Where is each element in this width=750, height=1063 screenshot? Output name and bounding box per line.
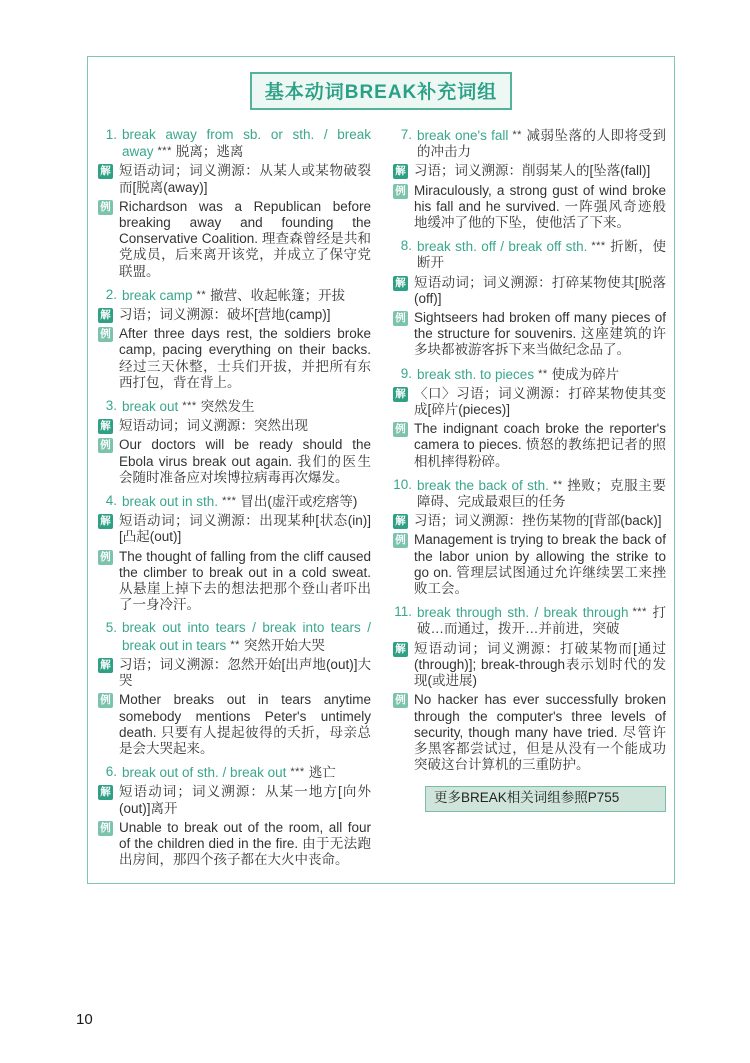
entry-3 [97,398,371,486]
entry-heading [392,238,666,271]
explain-row [97,163,371,195]
entry-definition: 逃亡 [308,765,336,781]
frequency-stars: *** [222,495,237,508]
example-row [97,199,371,280]
explain-tag-icon: 解 [98,658,113,673]
entry-definition: 突然开始大哭 [243,637,325,653]
explain-tag-icon: 解 [98,419,113,434]
explain-row [97,513,371,545]
explain-row [392,275,666,307]
explain-tag-icon: 解 [98,164,113,179]
entry-definition: 脱离；逃离 [175,144,244,160]
frequency-stars: *** [182,400,197,413]
frequency-stars: *** [591,240,606,253]
entry-phrase: break out into tears / break into tears / break out in tears [122,620,371,653]
entry-number: 8. [400,238,412,254]
example-text: Miraculously, a strong gust of wind broke his fall and he survived. 一阵强风奇迹般地缓冲了他的下坠，使他活了下来。 [414,182,666,231]
entry-phrase: break sth. off / break off sth. [417,239,588,255]
example-row [392,692,666,773]
entry-phrase: break out of sth. / break out [122,765,287,781]
explain-text: 短语动词；词义溯源：从某一地方[向外(out)]离开 [119,784,371,816]
example-tag-icon: 例 [393,422,408,437]
explain-row [97,418,371,434]
example-row [392,310,666,359]
explain-text: 习语；词义溯源：挫伤某物的[背部(back)] [414,513,662,529]
entry-heading-text [417,238,666,271]
entry-8 [392,238,666,358]
frequency-stars: *** [290,766,305,779]
page-title: 基本动词BREAK补充词组 [250,72,513,110]
entry-number: 3. [105,398,117,414]
entry-6 [97,764,371,868]
entry-5 [97,620,371,757]
example-row [392,532,666,597]
entry-heading [392,127,666,160]
frequency-stars: ** [230,638,240,651]
entry-heading-text [417,366,666,383]
entry-heading [97,398,371,415]
entry-phrase: break the back of sth. [417,477,549,493]
explain-row [392,386,666,418]
entry-phrase: break out in sth. [122,494,219,510]
entry-definition: 打破…而通过，拨开…并前进，突破 [417,605,666,637]
entry-9 [392,366,666,470]
explain-text: 习语；词义溯源：削弱某人的[坠落(fall)] [414,163,651,179]
entry-heading-text [122,493,371,510]
example-text: Mother breaks out in tears anytime somebody mentions Peter's untimely death. 只要有人提起彼得的夭折，母亲总是会大哭起来。 [119,692,371,756]
frequency-stars: ** [552,478,563,491]
explain-tag-icon: 解 [98,514,113,529]
explain-text: 短语动词；词义溯源：打破某物而[通过(through)]; break-through表示划时代的发现(或进展) [414,640,666,689]
left-column [97,127,371,875]
example-text: The thought of falling from the cliff caused the climber to break out in a cold sweat. 从悬崖上掉下去的想法把那个登山者吓出了一身冷汗。 [119,548,371,613]
entry-definition: 突然发生 [200,399,255,415]
entry-number: 9. [400,365,412,381]
example-row [392,183,666,232]
entry-heading-text [122,764,371,781]
explain-tag-icon: 解 [393,514,408,529]
entry-1 [97,127,371,280]
entry-phrase: break one's fall [417,128,509,143]
example-text: Sightseers had broken off many pieces of the structure for souvenirs. 这座建筑的许多块都被游客拆下来当做纪念品了。 [414,310,666,358]
page-number: 10 [76,1011,93,1028]
explain-text: 习语；词义溯源：忽然开始[出声地(out)]大哭 [119,656,371,689]
explain-tag-icon: 解 [393,164,408,179]
entry-7 [392,127,666,231]
explain-tag-icon: 解 [98,785,113,800]
explain-tag-icon: 解 [393,642,408,657]
entry-heading [392,604,666,637]
entry-number: 10. [393,476,412,492]
entry-heading [97,764,371,781]
explain-row [392,513,666,529]
explain-row [97,657,371,689]
example-text: Management is trying to break the back of the labor union by allowing the strike to go on. 管理层试图通过允许继续罢工来挫败工会。 [414,532,666,597]
example-text: No hacker has ever successfully broken through the computer's three levels of security, though many have tried. 尽管许多黑客都尝试过，但是从没有一个能成功突破这台计算机的三重防护。 [414,692,666,773]
entry-10 [392,477,666,597]
entry-heading [97,287,371,304]
entry-definition: 冒出(虚汗或疙瘩等) [240,494,358,510]
example-row [97,437,371,486]
explain-text: 〈口〉习语；词义溯源：打碎某物使其变成[碎片(pieces)] [414,385,666,418]
entry-number: 5. [105,620,117,636]
frequency-stars: ** [196,288,207,301]
explain-tag-icon: 解 [393,387,408,402]
two-column-layout [88,110,674,875]
explain-text: 短语动词；词义溯源：打碎某物使其[脱落(off)] [414,274,666,306]
entry-heading [392,366,666,383]
entry-number: 1. [105,127,117,142]
entry-heading [97,493,371,510]
entry-number: 4. [105,493,117,509]
reference-note-box: 更多BREAK相关词组参照P755 [425,786,666,811]
frequency-stars: *** [157,145,172,158]
example-text: Richardson was a Republican before breaking away and founding the Conservative Coalition. 理查森曾经是共和党成员，后来离开该党，并成立了保守党联盟。 [119,198,371,279]
entry-heading [392,477,666,510]
explain-text: 短语动词；词义溯源：出现某种[状态(in)] [凸起(out)] [119,513,371,545]
entry-heading-text [417,127,666,160]
frequency-stars: ** [538,367,548,380]
entry-number: 6. [105,764,117,780]
entry-phrase: break sth. to pieces [417,366,535,382]
title-row [88,72,674,110]
explain-text: 习语；词义溯源：破坏[营地(camp)] [119,307,331,323]
entry-number: 7. [400,127,412,142]
entry-definition: 使成为碎片 [551,366,620,382]
explain-tag-icon: 解 [393,276,408,291]
example-text: Unable to break out of the room, all four of the children died in the fire. 由于无法跑出房间，那四个孩子都在大火中丧命。 [119,819,371,868]
entry-definition: 撤营、收起帐篷；开拔 [210,287,346,303]
entry-phrase: break through sth. / break through [417,605,629,621]
entry-definition: 减弱坠落的人即将受到的冲击力 [417,128,666,160]
example-tag-icon: 例 [98,693,113,708]
example-tag-icon: 例 [98,438,113,453]
content-frame [87,56,675,884]
example-text: The indignant coach broke the reporter's camera to pieces. 愤怒的教练把记者的照相机摔得粉碎。 [414,421,666,469]
explain-row [97,784,371,816]
entry-phrase: break out [122,399,179,415]
example-row [97,820,371,869]
entry-2 [97,287,371,391]
explain-row [97,307,371,323]
entry-heading-text [417,477,666,510]
entry-11 [392,604,666,773]
entry-phrase: break away from sb. or sth. / break away [122,127,371,160]
example-row [97,326,371,391]
example-tag-icon: 例 [98,327,113,342]
frequency-stars: ** [512,129,522,141]
entry-heading-text [417,604,666,637]
explain-text: 短语动词；词义溯源：从某人或某物破裂而[脱离(away)] [119,163,371,195]
example-tag-icon: 例 [98,200,113,215]
entry-definition: 挫败；克服主要障碍、完成最艰巨的任务 [417,477,667,510]
explain-text: 短语动词；词义溯源：突然出现 [119,418,308,434]
example-tag-icon: 例 [393,184,408,199]
entry-4 [97,493,371,613]
example-tag-icon: 例 [393,693,408,708]
entry-definition: 折断，使断开 [417,239,666,271]
example-tag-icon: 例 [393,311,408,326]
entry-heading-text [122,398,371,415]
entry-phrase: break camp [122,287,193,303]
explain-row [392,641,666,690]
example-tag-icon: 例 [393,533,408,548]
example-tag-icon: 例 [98,550,113,565]
entry-heading [97,620,371,653]
example-text: After three days rest, the soldiers broke camp, pacing everything on their backs. 经过三天休整，士兵们开拔，并把所有东西打包，背在背上。 [119,326,371,390]
entry-number: 2. [105,286,117,302]
entry-number: 11. [394,604,412,620]
example-row [392,421,666,470]
entry-heading [97,127,371,160]
explain-tag-icon: 解 [98,308,113,323]
entry-heading-text [122,620,371,653]
example-tag-icon: 例 [98,821,113,836]
right-column [392,127,666,875]
entry-heading-text [122,287,371,304]
frequency-stars: *** [632,606,647,619]
example-row [97,549,371,614]
example-text: Our doctors will be ready should the Ebola virus break out again. 我们的医生会随时准备应对埃博拉病毒再次爆发。 [119,437,371,485]
example-row [97,692,371,757]
entry-heading-text [122,127,371,160]
explain-row [392,163,666,179]
